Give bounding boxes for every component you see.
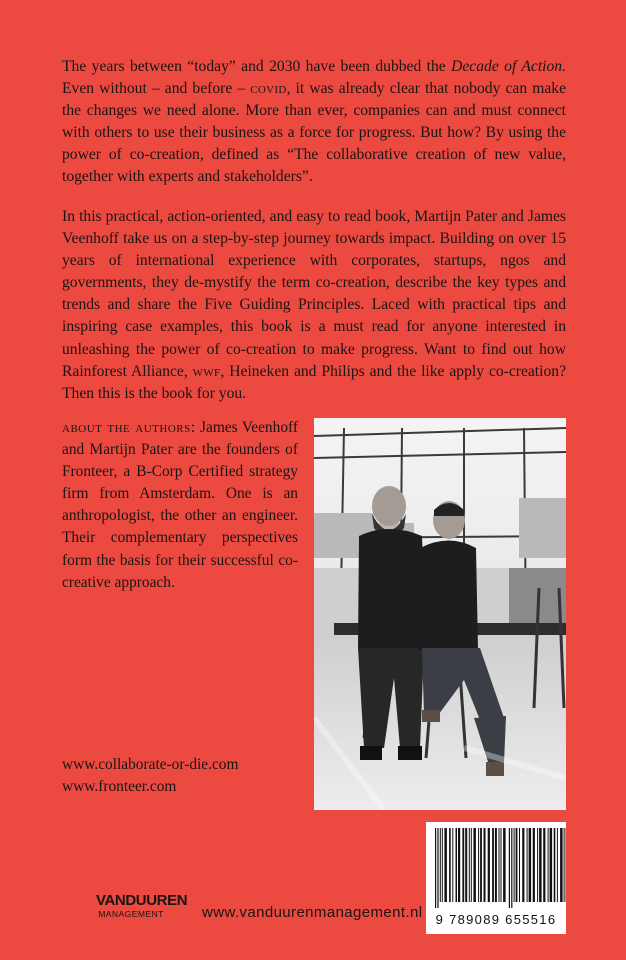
website-links (62, 754, 238, 798)
blurb-paragraph-1 (62, 56, 566, 189)
blurb-text: , Heineken and Philips and the like apply co-creation? Then this is the book for you. (62, 362, 566, 402)
wwf-smallcaps: wwf (192, 362, 221, 380)
about-the-authors (62, 417, 298, 594)
logo-line-2: MANAGEMENT (98, 909, 164, 919)
url-collaborate-or-die[interactable]: www.collaborate-or-die.com (62, 756, 239, 773)
blurb-text: Even without – and before – (62, 80, 251, 98)
publisher-logo (96, 892, 188, 923)
blurb-paragraph-2 (62, 206, 566, 405)
authors-photo (314, 418, 566, 810)
barcode-bars (426, 822, 566, 912)
blurb-text: , it was already clear that nobody can make the changes we need alone. More than ever, companies can and must connect with others to use their business as a force for progress. But how? By using the power of co-creation, defined as “The collaborative creation of new value, together with experts and stakeholders”. (62, 80, 566, 186)
publisher-website[interactable]: www.vanduurenmanagement.nl (202, 904, 423, 921)
isbn-barcode (426, 822, 566, 934)
logo-line-1: VANDUUREN (96, 892, 188, 909)
blurb-text: In this practical, action-oriented, and easy to read book, Martijn Pater and James Veenhoff take us on a step-by-step journey towards impact. Building on over 15 years of international experience with corporates, startups, ngos and governments, they de-mystify the term co-creation, describe the key types and trends and share the Five Guiding Principles. Laced with practical tips and inspiring case examples, this book is a must read for anyone interested in unleashing the power of co-creation to make progress. Want to find out how Rainforest Alliance, (62, 208, 566, 380)
url-fronteer[interactable]: www.fronteer.com (62, 778, 177, 795)
about-authors-text: James Veenhoff and Martijn Pater are the founders of Fronteer, a B-Corp Certified strategy firm from Amsterdam. One is an anthropologist, the other an engineer. Their complementary perspectives form the basis for their successful co-creative approach. (62, 419, 298, 591)
blurb-text: The years between “today” and 2030 have been dubbed the (62, 58, 452, 75)
decade-of-action-emphasis: Decade of Action. (451, 58, 566, 75)
covid-smallcaps: covid (250, 80, 287, 98)
about-authors-label: about the authors: (62, 419, 196, 436)
isbn-number: 9 789089 655516 (435, 912, 557, 927)
